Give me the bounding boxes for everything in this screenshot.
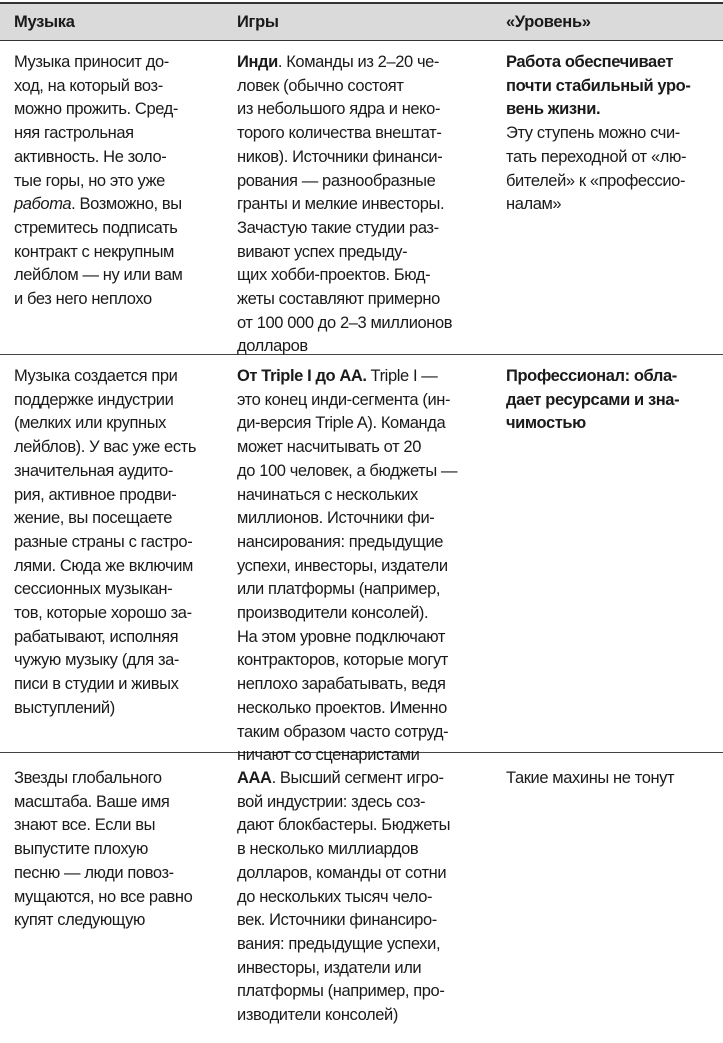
text-line [237, 886, 450, 910]
text-line [14, 365, 196, 389]
text-line [237, 721, 457, 745]
cell-level [506, 51, 690, 217]
text-line [237, 909, 450, 933]
text-line [506, 767, 674, 791]
text-line [14, 673, 196, 697]
text: Музыка создается при [14, 367, 178, 385]
text: значительная аудито- [14, 461, 173, 480]
text-line [237, 75, 452, 99]
text: от 100 000 до 2–3 миллионов [237, 313, 453, 332]
text-line [237, 814, 450, 838]
text: ников). Источники финанси- [237, 147, 443, 166]
text-line [237, 933, 450, 957]
text: до нескольких тысяч чело- [237, 887, 433, 906]
table-header [0, 4, 723, 41]
text-line [14, 909, 192, 933]
text: ди-версия Triple A). Команда [237, 414, 446, 433]
text-line [14, 288, 182, 312]
cell-games [237, 767, 450, 1028]
text-line [237, 264, 452, 288]
bold-text: почти стабильный уро- [506, 76, 691, 95]
text: На этом уровне подключают [237, 627, 446, 646]
text-line [14, 217, 182, 241]
text-line [506, 51, 690, 75]
text: писи в студии и живых [14, 675, 179, 694]
bold-text: Работа обеспечивает [506, 53, 674, 71]
text-line [506, 122, 690, 146]
text: из небольшого ядра и неко- [237, 100, 441, 119]
cell-level [506, 365, 679, 436]
cell-music [14, 365, 196, 721]
text-line [237, 484, 457, 508]
text-line [14, 838, 192, 862]
text-line [237, 146, 452, 170]
text-line [14, 697, 196, 721]
text-line [237, 697, 457, 721]
text-line [14, 531, 196, 555]
text: стремитесь подписать [14, 218, 178, 237]
table-row [0, 41, 723, 355]
table-row [0, 355, 723, 765]
text: выступлений) [14, 698, 115, 717]
text: тые горы, но это уже [14, 171, 165, 190]
text: (мелких или крупных [14, 414, 167, 433]
text: инвесторы, издатели или [237, 958, 422, 977]
text: торого количества внештат- [237, 124, 442, 143]
text-line [237, 767, 450, 791]
text: щих хобби-проектов. Бюд- [237, 266, 431, 285]
text: и без него неплохо [14, 290, 152, 309]
text: рия, активное продви- [14, 485, 177, 504]
text-line [14, 436, 196, 460]
text: Эту ступень можно счи- [506, 124, 680, 143]
text: долларов, команды от сотни [237, 863, 447, 882]
cell-music [14, 51, 182, 312]
text-line [14, 886, 192, 910]
text-line [237, 862, 450, 886]
text-line [237, 507, 457, 531]
text: ловек (обычно состоят [237, 76, 404, 95]
text: поддержке индустрии [14, 390, 174, 409]
text-line [237, 193, 452, 217]
text-line [506, 75, 690, 99]
text-line [237, 365, 457, 389]
header-level: «Уровень» [506, 13, 591, 31]
text: ход, на который воз- [14, 76, 163, 95]
cell-games [237, 365, 457, 768]
text-line [237, 389, 457, 413]
text-line [14, 649, 196, 673]
text: тать переходной от «лю- [506, 147, 687, 166]
text: Звезды глобального [14, 769, 162, 787]
text: таким образом часто сотруд- [237, 722, 449, 741]
bold-text: дает ресурсами и зна- [506, 390, 680, 409]
text-line [14, 170, 182, 194]
text-line [237, 288, 452, 312]
text-line [237, 791, 450, 815]
text: контракторов, которые могут [237, 651, 448, 670]
bold-text: Инди [237, 53, 278, 71]
text-line [14, 98, 182, 122]
text: няя гастрольная [14, 124, 134, 143]
text-line [237, 1004, 450, 1028]
text: масштаба. Ваше имя [14, 792, 170, 811]
text: это конец инди-сегмента (ин- [237, 390, 451, 409]
text: . Высший сегмент игро- [271, 769, 444, 787]
bold-text: AAA [237, 769, 272, 787]
text: дают блокбастеры. Бюджеты [237, 816, 451, 835]
text: может насчитывать от 20 [237, 438, 421, 457]
text-line [14, 767, 192, 791]
text-line [14, 146, 182, 170]
text-line [14, 51, 182, 75]
text: мущаются, но все равно [14, 887, 193, 906]
text-line [506, 412, 679, 436]
text-line [506, 146, 690, 170]
text-line [237, 122, 452, 146]
text-line [237, 531, 457, 555]
text: несколько проектов. Именно [237, 698, 447, 717]
text-line [237, 436, 457, 460]
text: тов, которые хорошо за- [14, 604, 192, 623]
text: до 100 человек, а бюджеты — [237, 461, 458, 480]
text-line [14, 602, 196, 626]
cell-games [237, 51, 452, 359]
text-line [237, 957, 450, 981]
text: успехи, инвесторы, издатели [237, 556, 448, 575]
text: Музыка приносит до- [14, 53, 169, 71]
text-line [237, 217, 452, 241]
text: рования — разнообразные [237, 171, 436, 190]
header-games: Игры [237, 13, 279, 31]
text: платформы (например, про- [237, 982, 445, 1001]
text-line [237, 460, 457, 484]
text: Такие махины не тонут [506, 769, 675, 787]
text: Зачастую такие студии раз- [237, 218, 439, 237]
text-line [14, 555, 196, 579]
text: активность. Не золо- [14, 147, 167, 166]
text: . Возможно, вы [71, 195, 182, 214]
text-line [506, 193, 690, 217]
text: или платформы (например, [237, 580, 441, 599]
text-line [14, 484, 196, 508]
text-line [14, 193, 182, 217]
header-music: Музыка [14, 13, 75, 31]
text-line [14, 626, 196, 650]
text-line [237, 241, 452, 265]
text: неплохо зарабатывать, ведя [237, 675, 446, 694]
text-line [237, 626, 457, 650]
text: начинаться с нескольких [237, 485, 418, 504]
text: производители консолей). [237, 604, 429, 623]
text: песню — люди повоз- [14, 863, 174, 882]
cell-level [506, 767, 674, 791]
text-line [14, 862, 192, 886]
text-line [14, 507, 196, 531]
text-line [237, 98, 452, 122]
text-line [14, 264, 182, 288]
text: век. Источники финансиро- [237, 911, 437, 930]
text: рабатывают, исполняя [14, 627, 179, 646]
text: лями. Сюда же включим [14, 556, 193, 575]
text-line [14, 412, 196, 436]
text: контракт с некрупным [14, 242, 174, 261]
text-line [237, 838, 450, 862]
text: сессионных музыкан- [14, 580, 173, 599]
text-line [237, 578, 457, 602]
text: изводители консолей) [237, 1006, 398, 1025]
text-line [237, 412, 457, 436]
text-line [14, 75, 182, 99]
bold-text: Профессионал: обла- [506, 367, 677, 385]
text: вой индустрии: здесь соз- [237, 792, 426, 811]
text-line [237, 673, 457, 697]
text-line [237, 170, 452, 194]
text: в несколько миллиардов [237, 840, 419, 859]
text-line [14, 241, 182, 265]
text: лейблом — ну или вам [14, 266, 183, 285]
text-line [506, 389, 679, 413]
italic-text: работа [14, 195, 72, 214]
text: разные страны с гастро- [14, 532, 193, 551]
text: чужую музыку (для за- [14, 651, 180, 670]
text: жение, вы посещаете [14, 509, 172, 528]
bold-text: От Triple I до AA. [237, 367, 367, 385]
text-line [14, 814, 192, 838]
text: бителей» к «профессио- [506, 171, 686, 190]
text-line [506, 98, 690, 122]
text-line [14, 389, 196, 413]
text-line [237, 602, 457, 626]
text-line [237, 555, 457, 579]
table-row [0, 753, 723, 1043]
text-line [237, 980, 450, 1004]
text: налам» [506, 195, 562, 214]
text-line [237, 51, 452, 75]
text: Triple I — [366, 367, 438, 385]
text: . Команды из 2–20 че- [277, 53, 440, 71]
text: гранты и мелкие инвесторы. [237, 195, 445, 214]
text-line [506, 365, 679, 389]
cell-music [14, 767, 192, 933]
bold-text: чимостью [506, 414, 586, 433]
text-line [14, 578, 196, 602]
text: вания: предыдущие успехи, [237, 934, 441, 953]
text: выпустите плохую [14, 840, 148, 859]
text: купят следующую [14, 911, 145, 930]
text: вивают успех предыду- [237, 242, 408, 261]
text-line [237, 649, 457, 673]
text: нансирования: предыдущие [237, 532, 444, 551]
text-line [14, 460, 196, 484]
text-line [237, 312, 452, 336]
bold-text: вень жизни. [506, 100, 601, 119]
text-line [14, 122, 182, 146]
text: ничают со сценаристами [237, 746, 420, 765]
text: миллионов. Источники фи- [237, 509, 435, 528]
text: знают все. Если вы [14, 816, 156, 835]
text: долларов [237, 337, 308, 356]
text: жеты составляют примерно [237, 290, 440, 309]
text-line [506, 170, 690, 194]
text-line [14, 791, 192, 815]
text: лейблов). У вас уже есть [14, 438, 197, 457]
text: можно прожить. Сред- [14, 100, 178, 119]
